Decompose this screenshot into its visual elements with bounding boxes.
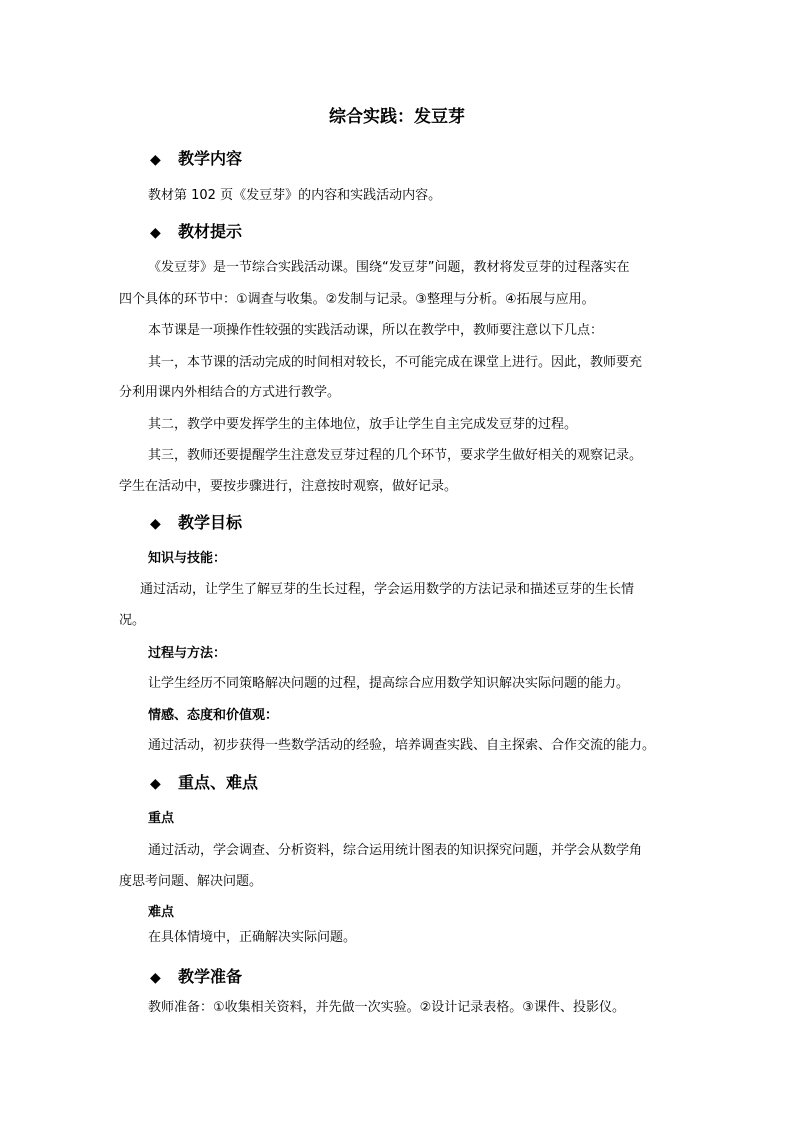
section-title: 教材提示 (178, 222, 243, 241)
section-heading-keypoints (150, 771, 258, 795)
paragraph-line: 通过活动，初步获得一些数学活动的经验，培养调查实践、自主探索、合作交流的能力。 (148, 738, 656, 753)
paragraph-line: 通过活动，学会调查、分析资料，综合运用统计图表的知识探究问题，并学会从数学角 (148, 843, 643, 858)
paragraph-line: 本节课是一项操作性较强的实践活动课，所以在教学中，教师要注意以下几点： (148, 323, 604, 338)
subheading-process: 过程与方法： (148, 646, 227, 661)
section-heading-goals (150, 511, 242, 535)
paragraph-line: 其二，教学中要发挥学生的主体地位，放手让学生自主完成发豆芽的过程。 (148, 417, 578, 432)
diamond-bullet-icon: ◆ (150, 225, 161, 241)
section-heading-tips (150, 220, 242, 244)
paragraph-line: 其三，教师还要提醒学生注意发豆芽过程的几个环节，要求学生做好相关的观察记录。 (148, 448, 643, 463)
paragraph-line: 教师准备：①收集相关资料，并先做一次实验。②设计记录表格。③课件、投影仪。 (148, 1000, 625, 1015)
paragraph-line: 通过活动，让学生了解豆芽的生长过程，学会运用数学的方法记录和描述豆芽的生长情 (140, 582, 635, 597)
paragraph-line: 四个具体的环节中：①调查与收集。②发制与记录。③整理与分析。④拓展与应用。 (119, 292, 595, 307)
section-heading-prep (150, 965, 242, 989)
subheading-difficult: 难点 (148, 905, 175, 920)
paragraph-line: 教材第 102 页《发豆芽》的内容和实践活动内容。 (148, 188, 442, 203)
section-title: 教学内容 (178, 149, 243, 168)
subheading-knowledge: 知识与技能： (148, 551, 227, 566)
subheading-emotion: 情感、态度和价值观： (148, 708, 279, 723)
diamond-bullet-icon: ◆ (150, 516, 161, 532)
diamond-bullet-icon: ◆ (150, 970, 161, 986)
paragraph-line: 分利用课内外相结合的方式进行教学。 (119, 385, 341, 400)
section-title: 教学目标 (178, 513, 243, 532)
paragraph-line: 度思考问题、解决问题。 (119, 874, 263, 889)
section-heading-content (150, 147, 242, 171)
paragraph-line: 让学生经历不同策略解决问题的过程，提高综合应用数学知识解决实际问题的能力。 (148, 676, 630, 691)
paragraph-line: 况。 (119, 613, 146, 628)
paragraph-line: 在具体情境中，正确解决实际问题。 (148, 930, 357, 945)
diamond-bullet-icon: ◆ (150, 152, 161, 168)
diamond-bullet-icon: ◆ (150, 776, 161, 792)
section-title: 教学准备 (178, 967, 243, 986)
paragraph-line: 其一，本节课的活动完成的时间相对较长，不可能完成在课堂上进行。因此，教师要充 (148, 355, 643, 370)
paragraph-line: 《发豆芽》是一节综合实践活动课。围绕“发豆芽”问题，教材将发豆芽的过程落实在 (148, 260, 630, 275)
page-title: 综合实践：发豆芽 (329, 107, 465, 127)
subheading-key: 重点 (148, 811, 175, 826)
paragraph-line: 学生在活动中，要按步骤进行，注意按时观察，做好记录。 (119, 479, 458, 494)
section-title: 重点、难点 (178, 773, 259, 792)
